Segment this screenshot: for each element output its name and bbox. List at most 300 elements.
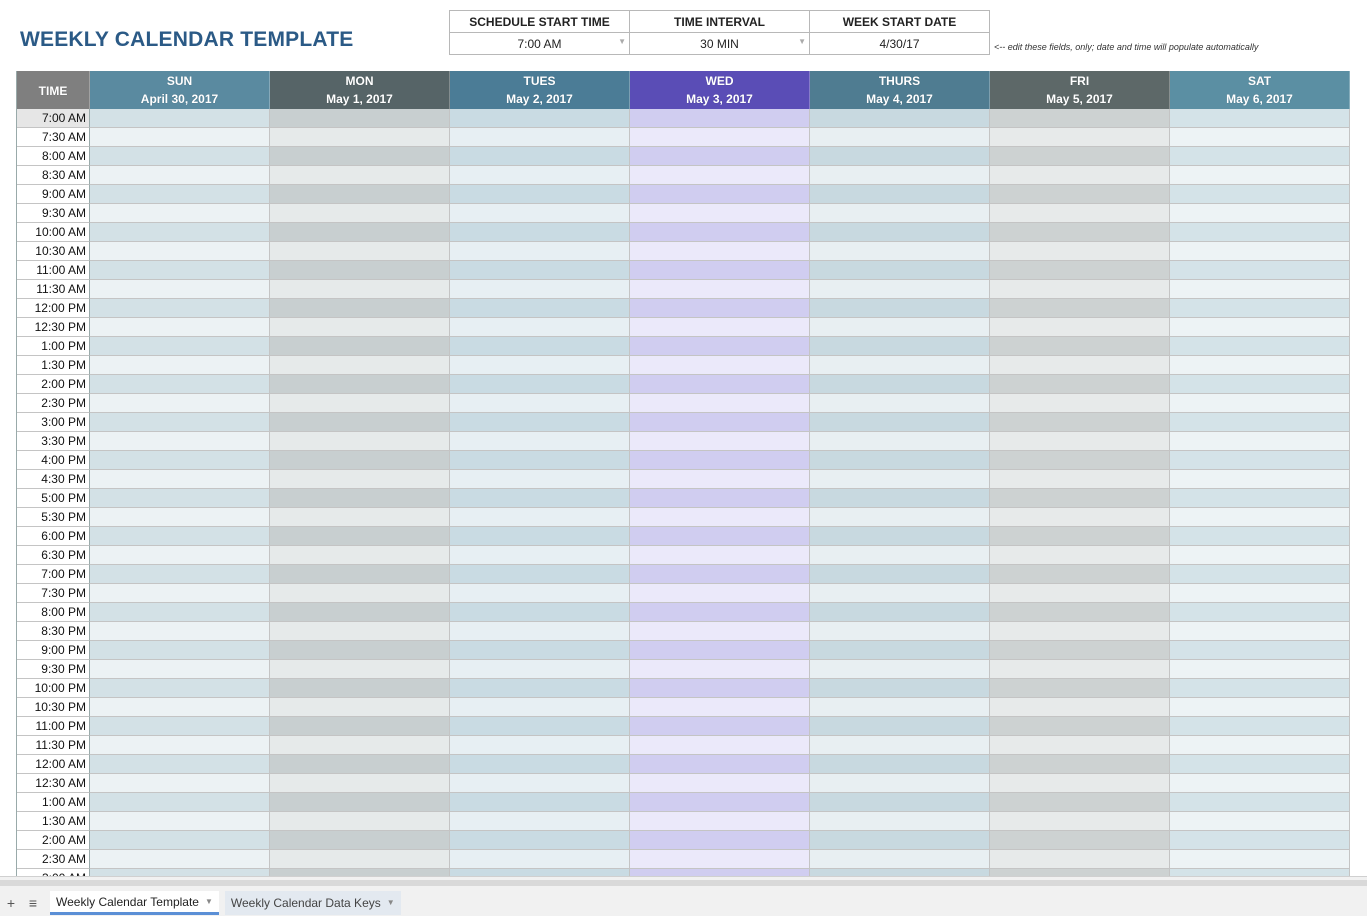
schedule-cell-fri[interactable] (990, 375, 1170, 394)
schedule-cell-sat[interactable] (1170, 185, 1350, 204)
schedule-cell-wed[interactable] (630, 489, 810, 508)
schedule-cell-wed[interactable] (630, 432, 810, 451)
schedule-cell-mon[interactable] (270, 470, 450, 489)
schedule-cell-fri[interactable] (990, 755, 1170, 774)
schedule-cell-sat[interactable] (1170, 736, 1350, 755)
time-cell[interactable]: 8:30 PM (17, 622, 90, 641)
schedule-cell-tues[interactable] (450, 109, 630, 128)
schedule-cell-tues[interactable] (450, 850, 630, 869)
schedule-cell-wed[interactable] (630, 584, 810, 603)
schedule-cell-thurs[interactable] (810, 698, 990, 717)
schedule-cell-sun[interactable] (90, 622, 270, 641)
schedule-cell-tues[interactable] (450, 128, 630, 147)
schedule-cell-mon[interactable] (270, 109, 450, 128)
schedule-cell-thurs[interactable] (810, 679, 990, 698)
schedule-cell-mon[interactable] (270, 565, 450, 584)
schedule-cell-wed[interactable] (630, 451, 810, 470)
schedule-cell-fri[interactable] (990, 679, 1170, 698)
schedule-cell-sun[interactable] (90, 204, 270, 223)
schedule-cell-wed[interactable] (630, 128, 810, 147)
schedule-cell-sat[interactable] (1170, 280, 1350, 299)
schedule-cell-wed[interactable] (630, 261, 810, 280)
schedule-cell-wed[interactable] (630, 413, 810, 432)
schedule-cell-mon[interactable] (270, 717, 450, 736)
schedule-cell-fri[interactable] (990, 489, 1170, 508)
time-cell[interactable]: 9:00 PM (17, 641, 90, 660)
schedule-cell-wed[interactable] (630, 831, 810, 850)
time-cell[interactable]: 5:30 PM (17, 508, 90, 527)
schedule-cell-mon[interactable] (270, 508, 450, 527)
schedule-cell-sun[interactable] (90, 660, 270, 679)
time-cell[interactable]: 5:00 PM (17, 489, 90, 508)
schedule-cell-mon[interactable] (270, 793, 450, 812)
schedule-cell-mon[interactable] (270, 755, 450, 774)
time-cell[interactable]: 8:00 PM (17, 603, 90, 622)
schedule-cell-sat[interactable] (1170, 356, 1350, 375)
time-cell[interactable]: 10:30 AM (17, 242, 90, 261)
schedule-cell-tues[interactable] (450, 242, 630, 261)
time-cell[interactable]: 9:30 PM (17, 660, 90, 679)
schedule-cell-wed[interactable] (630, 508, 810, 527)
time-cell[interactable]: 10:00 PM (17, 679, 90, 698)
schedule-cell-thurs[interactable] (810, 831, 990, 850)
schedule-cell-sun[interactable] (90, 717, 270, 736)
schedule-cell-sun[interactable] (90, 679, 270, 698)
schedule-cell-mon[interactable] (270, 812, 450, 831)
schedule-cell-tues[interactable] (450, 793, 630, 812)
schedule-start-time-field[interactable] (450, 33, 630, 55)
time-cell[interactable]: 8:00 AM (17, 147, 90, 166)
schedule-cell-thurs[interactable] (810, 356, 990, 375)
schedule-cell-tues[interactable] (450, 223, 630, 242)
schedule-cell-tues[interactable] (450, 508, 630, 527)
schedule-cell-wed[interactable] (630, 717, 810, 736)
schedule-cell-mon[interactable] (270, 546, 450, 565)
schedule-cell-fri[interactable] (990, 318, 1170, 337)
schedule-cell-mon[interactable] (270, 603, 450, 622)
time-cell[interactable]: 7:30 AM (17, 128, 90, 147)
schedule-cell-mon[interactable] (270, 166, 450, 185)
time-cell[interactable]: 11:30 AM (17, 280, 90, 299)
schedule-cell-thurs[interactable] (810, 812, 990, 831)
schedule-cell-sat[interactable] (1170, 584, 1350, 603)
time-cell[interactable]: 10:00 AM (17, 223, 90, 242)
schedule-cell-tues[interactable] (450, 337, 630, 356)
schedule-cell-tues[interactable] (450, 812, 630, 831)
schedule-cell-wed[interactable] (630, 337, 810, 356)
schedule-cell-wed[interactable] (630, 793, 810, 812)
schedule-cell-wed[interactable] (630, 774, 810, 793)
schedule-cell-fri[interactable] (990, 736, 1170, 755)
schedule-cell-sun[interactable] (90, 261, 270, 280)
schedule-cell-sat[interactable] (1170, 147, 1350, 166)
schedule-cell-fri[interactable] (990, 147, 1170, 166)
schedule-cell-sun[interactable] (90, 280, 270, 299)
schedule-cell-fri[interactable] (990, 622, 1170, 641)
time-cell[interactable]: 10:30 PM (17, 698, 90, 717)
list-icon[interactable]: ≡ (28, 895, 38, 911)
schedule-cell-tues[interactable] (450, 641, 630, 660)
schedule-cell-thurs[interactable] (810, 755, 990, 774)
schedule-cell-tues[interactable] (450, 280, 630, 299)
schedule-cell-wed[interactable] (630, 318, 810, 337)
schedule-cell-tues[interactable] (450, 565, 630, 584)
schedule-cell-wed[interactable] (630, 470, 810, 489)
schedule-cell-sat[interactable] (1170, 128, 1350, 147)
schedule-cell-fri[interactable] (990, 413, 1170, 432)
schedule-cell-sun[interactable] (90, 318, 270, 337)
schedule-cell-tues[interactable] (450, 432, 630, 451)
schedule-cell-sun[interactable] (90, 508, 270, 527)
schedule-cell-fri[interactable] (990, 812, 1170, 831)
week-start-date-field[interactable] (810, 33, 990, 55)
schedule-cell-thurs[interactable] (810, 736, 990, 755)
schedule-cell-sun[interactable] (90, 584, 270, 603)
schedule-cell-wed[interactable] (630, 850, 810, 869)
schedule-cell-sat[interactable] (1170, 660, 1350, 679)
schedule-cell-sat[interactable] (1170, 394, 1350, 413)
schedule-cell-mon[interactable] (270, 698, 450, 717)
schedule-cell-mon[interactable] (270, 299, 450, 318)
schedule-cell-sat[interactable] (1170, 166, 1350, 185)
schedule-cell-mon[interactable] (270, 242, 450, 261)
schedule-cell-thurs[interactable] (810, 432, 990, 451)
schedule-cell-sat[interactable] (1170, 641, 1350, 660)
schedule-cell-tues[interactable] (450, 489, 630, 508)
schedule-cell-wed[interactable] (630, 603, 810, 622)
schedule-cell-mon[interactable] (270, 584, 450, 603)
schedule-cell-mon[interactable] (270, 185, 450, 204)
schedule-cell-sat[interactable] (1170, 565, 1350, 584)
schedule-cell-thurs[interactable] (810, 603, 990, 622)
schedule-cell-thurs[interactable] (810, 546, 990, 565)
schedule-cell-thurs[interactable] (810, 261, 990, 280)
schedule-cell-mon[interactable] (270, 451, 450, 470)
schedule-cell-fri[interactable] (990, 185, 1170, 204)
schedule-cell-fri[interactable] (990, 660, 1170, 679)
schedule-cell-thurs[interactable] (810, 850, 990, 869)
schedule-cell-mon[interactable] (270, 394, 450, 413)
schedule-cell-thurs[interactable] (810, 185, 990, 204)
schedule-cell-mon[interactable] (270, 280, 450, 299)
time-cell[interactable]: 4:00 PM (17, 451, 90, 470)
time-cell[interactable]: 2:30 AM (17, 850, 90, 869)
schedule-cell-sun[interactable] (90, 128, 270, 147)
schedule-cell-thurs[interactable] (810, 204, 990, 223)
schedule-cell-mon[interactable] (270, 318, 450, 337)
time-cell[interactable]: 7:00 AM (17, 109, 90, 128)
schedule-cell-sat[interactable] (1170, 375, 1350, 394)
schedule-cell-thurs[interactable] (810, 394, 990, 413)
schedule-cell-mon[interactable] (270, 128, 450, 147)
schedule-cell-tues[interactable] (450, 451, 630, 470)
schedule-cell-fri[interactable] (990, 850, 1170, 869)
schedule-cell-sat[interactable] (1170, 755, 1350, 774)
schedule-cell-sun[interactable] (90, 166, 270, 185)
schedule-cell-wed[interactable] (630, 375, 810, 394)
schedule-cell-sat[interactable] (1170, 451, 1350, 470)
schedule-cell-sun[interactable] (90, 793, 270, 812)
schedule-cell-fri[interactable] (990, 242, 1170, 261)
schedule-cell-thurs[interactable] (810, 508, 990, 527)
schedule-cell-fri[interactable] (990, 280, 1170, 299)
schedule-cell-sat[interactable] (1170, 508, 1350, 527)
schedule-cell-tues[interactable] (450, 831, 630, 850)
schedule-cell-sat[interactable] (1170, 812, 1350, 831)
schedule-cell-fri[interactable] (990, 584, 1170, 603)
chevron-down-icon[interactable]: ▼ (204, 896, 213, 906)
time-cell[interactable]: 1:30 AM (17, 812, 90, 831)
schedule-cell-tues[interactable] (450, 470, 630, 489)
schedule-cell-fri[interactable] (990, 565, 1170, 584)
schedule-cell-wed[interactable] (630, 242, 810, 261)
schedule-cell-thurs[interactable] (810, 280, 990, 299)
schedule-cell-fri[interactable] (990, 128, 1170, 147)
schedule-cell-fri[interactable] (990, 204, 1170, 223)
schedule-cell-mon[interactable] (270, 223, 450, 242)
schedule-cell-fri[interactable] (990, 641, 1170, 660)
schedule-cell-sat[interactable] (1170, 299, 1350, 318)
schedule-cell-sun[interactable] (90, 413, 270, 432)
time-cell[interactable]: 8:30 AM (17, 166, 90, 185)
schedule-cell-thurs[interactable] (810, 223, 990, 242)
schedule-cell-tues[interactable] (450, 318, 630, 337)
schedule-cell-tues[interactable] (450, 166, 630, 185)
schedule-cell-sat[interactable] (1170, 489, 1350, 508)
schedule-cell-mon[interactable] (270, 679, 450, 698)
schedule-cell-wed[interactable] (630, 565, 810, 584)
time-cell[interactable]: 2:00 AM (17, 831, 90, 850)
schedule-cell-wed[interactable] (630, 185, 810, 204)
schedule-cell-thurs[interactable] (810, 242, 990, 261)
schedule-cell-wed[interactable] (630, 299, 810, 318)
schedule-cell-wed[interactable] (630, 698, 810, 717)
schedule-cell-sat[interactable] (1170, 470, 1350, 489)
schedule-cell-tues[interactable] (450, 698, 630, 717)
schedule-cell-sat[interactable] (1170, 109, 1350, 128)
schedule-cell-sat[interactable] (1170, 527, 1350, 546)
schedule-cell-tues[interactable] (450, 736, 630, 755)
schedule-cell-thurs[interactable] (810, 774, 990, 793)
schedule-cell-thurs[interactable] (810, 147, 990, 166)
schedule-cell-thurs[interactable] (810, 451, 990, 470)
schedule-cell-fri[interactable] (990, 337, 1170, 356)
sheet-tab-weekly-calendar-data-keys[interactable] (225, 891, 401, 915)
schedule-cell-thurs[interactable] (810, 470, 990, 489)
schedule-cell-mon[interactable] (270, 622, 450, 641)
time-cell[interactable]: 3:30 PM (17, 432, 90, 451)
schedule-cell-sun[interactable] (90, 299, 270, 318)
time-cell[interactable]: 7:30 PM (17, 584, 90, 603)
schedule-cell-sun[interactable] (90, 641, 270, 660)
schedule-cell-sat[interactable] (1170, 318, 1350, 337)
schedule-cell-thurs[interactable] (810, 622, 990, 641)
schedule-cell-fri[interactable] (990, 166, 1170, 185)
chevron-down-icon[interactable]: ▼ (618, 37, 626, 46)
schedule-cell-tues[interactable] (450, 394, 630, 413)
schedule-cell-sat[interactable] (1170, 831, 1350, 850)
time-cell[interactable]: 9:00 AM (17, 185, 90, 204)
schedule-cell-mon[interactable] (270, 850, 450, 869)
schedule-cell-wed[interactable] (630, 622, 810, 641)
schedule-cell-wed[interactable] (630, 660, 810, 679)
schedule-cell-fri[interactable] (990, 223, 1170, 242)
time-cell[interactable]: 11:30 PM (17, 736, 90, 755)
schedule-cell-thurs[interactable] (810, 489, 990, 508)
time-cell[interactable]: 11:00 PM (17, 717, 90, 736)
schedule-cell-sat[interactable] (1170, 793, 1350, 812)
schedule-cell-sun[interactable] (90, 755, 270, 774)
schedule-cell-mon[interactable] (270, 356, 450, 375)
schedule-cell-mon[interactable] (270, 527, 450, 546)
schedule-cell-tues[interactable] (450, 147, 630, 166)
schedule-cell-wed[interactable] (630, 109, 810, 128)
schedule-cell-sat[interactable] (1170, 223, 1350, 242)
time-cell[interactable]: 12:00 AM (17, 755, 90, 774)
schedule-cell-mon[interactable] (270, 375, 450, 394)
schedule-cell-sun[interactable] (90, 774, 270, 793)
chevron-down-icon[interactable]: ▼ (386, 898, 395, 907)
schedule-cell-mon[interactable] (270, 736, 450, 755)
schedule-cell-fri[interactable] (990, 109, 1170, 128)
time-cell[interactable]: 6:30 PM (17, 546, 90, 565)
schedule-cell-fri[interactable] (990, 394, 1170, 413)
chevron-down-icon[interactable]: ▼ (798, 37, 806, 46)
time-interval-field[interactable] (630, 33, 810, 55)
schedule-cell-mon[interactable] (270, 413, 450, 432)
schedule-cell-sun[interactable] (90, 109, 270, 128)
schedule-cell-fri[interactable] (990, 546, 1170, 565)
time-cell[interactable]: 7:00 PM (17, 565, 90, 584)
schedule-cell-thurs[interactable] (810, 337, 990, 356)
schedule-cell-fri[interactable] (990, 603, 1170, 622)
schedule-cell-sun[interactable] (90, 223, 270, 242)
schedule-cell-fri[interactable] (990, 299, 1170, 318)
schedule-cell-thurs[interactable] (810, 660, 990, 679)
time-cell[interactable]: 12:30 PM (17, 318, 90, 337)
schedule-cell-thurs[interactable] (810, 641, 990, 660)
schedule-cell-thurs[interactable] (810, 584, 990, 603)
schedule-cell-fri[interactable] (990, 527, 1170, 546)
schedule-cell-sun[interactable] (90, 432, 270, 451)
schedule-cell-sat[interactable] (1170, 774, 1350, 793)
time-cell[interactable]: 2:30 PM (17, 394, 90, 413)
schedule-cell-tues[interactable] (450, 717, 630, 736)
schedule-cell-sun[interactable] (90, 546, 270, 565)
schedule-cell-mon[interactable] (270, 774, 450, 793)
schedule-cell-sun[interactable] (90, 375, 270, 394)
schedule-cell-tues[interactable] (450, 413, 630, 432)
schedule-cell-tues[interactable] (450, 299, 630, 318)
schedule-cell-fri[interactable] (990, 261, 1170, 280)
schedule-cell-thurs[interactable] (810, 375, 990, 394)
schedule-cell-sun[interactable] (90, 147, 270, 166)
schedule-cell-wed[interactable] (630, 679, 810, 698)
schedule-cell-sun[interactable] (90, 698, 270, 717)
schedule-cell-tues[interactable] (450, 527, 630, 546)
schedule-cell-fri[interactable] (990, 356, 1170, 375)
time-cell[interactable]: 11:00 AM (17, 261, 90, 280)
schedule-cell-fri[interactable] (990, 717, 1170, 736)
schedule-cell-fri[interactable] (990, 432, 1170, 451)
schedule-cell-wed[interactable] (630, 641, 810, 660)
schedule-cell-thurs[interactable] (810, 527, 990, 546)
time-cell[interactable]: 4:30 PM (17, 470, 90, 489)
time-cell[interactable]: 9:30 AM (17, 204, 90, 223)
schedule-cell-fri[interactable] (990, 774, 1170, 793)
schedule-cell-sun[interactable] (90, 736, 270, 755)
schedule-cell-sat[interactable] (1170, 337, 1350, 356)
schedule-cell-wed[interactable] (630, 223, 810, 242)
schedule-cell-mon[interactable] (270, 489, 450, 508)
time-cell[interactable]: 12:00 PM (17, 299, 90, 318)
schedule-cell-thurs[interactable] (810, 793, 990, 812)
schedule-cell-sat[interactable] (1170, 261, 1350, 280)
schedule-cell-mon[interactable] (270, 261, 450, 280)
time-cell[interactable]: 6:00 PM (17, 527, 90, 546)
schedule-cell-sat[interactable] (1170, 679, 1350, 698)
schedule-cell-mon[interactable] (270, 337, 450, 356)
schedule-cell-sun[interactable] (90, 242, 270, 261)
schedule-cell-sun[interactable] (90, 603, 270, 622)
schedule-cell-thurs[interactable] (810, 109, 990, 128)
schedule-cell-tues[interactable] (450, 185, 630, 204)
schedule-cell-sat[interactable] (1170, 546, 1350, 565)
schedule-cell-sun[interactable] (90, 356, 270, 375)
schedule-cell-sat[interactable] (1170, 850, 1350, 869)
schedule-cell-wed[interactable] (630, 546, 810, 565)
schedule-cell-sun[interactable] (90, 527, 270, 546)
schedule-cell-fri[interactable] (990, 508, 1170, 527)
schedule-cell-fri[interactable] (990, 698, 1170, 717)
time-cell[interactable]: 12:30 AM (17, 774, 90, 793)
schedule-cell-mon[interactable] (270, 432, 450, 451)
schedule-cell-wed[interactable] (630, 204, 810, 223)
schedule-cell-wed[interactable] (630, 166, 810, 185)
schedule-cell-sun[interactable] (90, 850, 270, 869)
horizontal-scrollbar[interactable] (0, 880, 1367, 886)
schedule-cell-tues[interactable] (450, 356, 630, 375)
schedule-cell-tues[interactable] (450, 204, 630, 223)
schedule-cell-tues[interactable] (450, 755, 630, 774)
time-cell[interactable]: 3:00 PM (17, 413, 90, 432)
schedule-cell-thurs[interactable] (810, 128, 990, 147)
schedule-cell-sun[interactable] (90, 812, 270, 831)
schedule-cell-wed[interactable] (630, 527, 810, 546)
schedule-cell-wed[interactable] (630, 812, 810, 831)
schedule-cell-wed[interactable] (630, 394, 810, 413)
schedule-cell-fri[interactable] (990, 470, 1170, 489)
schedule-cell-tues[interactable] (450, 679, 630, 698)
schedule-cell-sat[interactable] (1170, 204, 1350, 223)
time-cell[interactable]: 1:00 AM (17, 793, 90, 812)
schedule-cell-sat[interactable] (1170, 717, 1350, 736)
schedule-cell-wed[interactable] (630, 147, 810, 166)
schedule-cell-mon[interactable] (270, 831, 450, 850)
schedule-cell-sun[interactable] (90, 470, 270, 489)
schedule-cell-sun[interactable] (90, 185, 270, 204)
sheet-tab-weekly-calendar-template[interactable] (50, 891, 219, 915)
schedule-cell-sun[interactable] (90, 831, 270, 850)
schedule-cell-tues[interactable] (450, 546, 630, 565)
schedule-cell-thurs[interactable] (810, 166, 990, 185)
schedule-cell-sat[interactable] (1170, 603, 1350, 622)
time-cell[interactable]: 1:00 PM (17, 337, 90, 356)
schedule-cell-wed[interactable] (630, 755, 810, 774)
schedule-cell-wed[interactable] (630, 280, 810, 299)
schedule-cell-mon[interactable] (270, 147, 450, 166)
schedule-cell-sat[interactable] (1170, 622, 1350, 641)
